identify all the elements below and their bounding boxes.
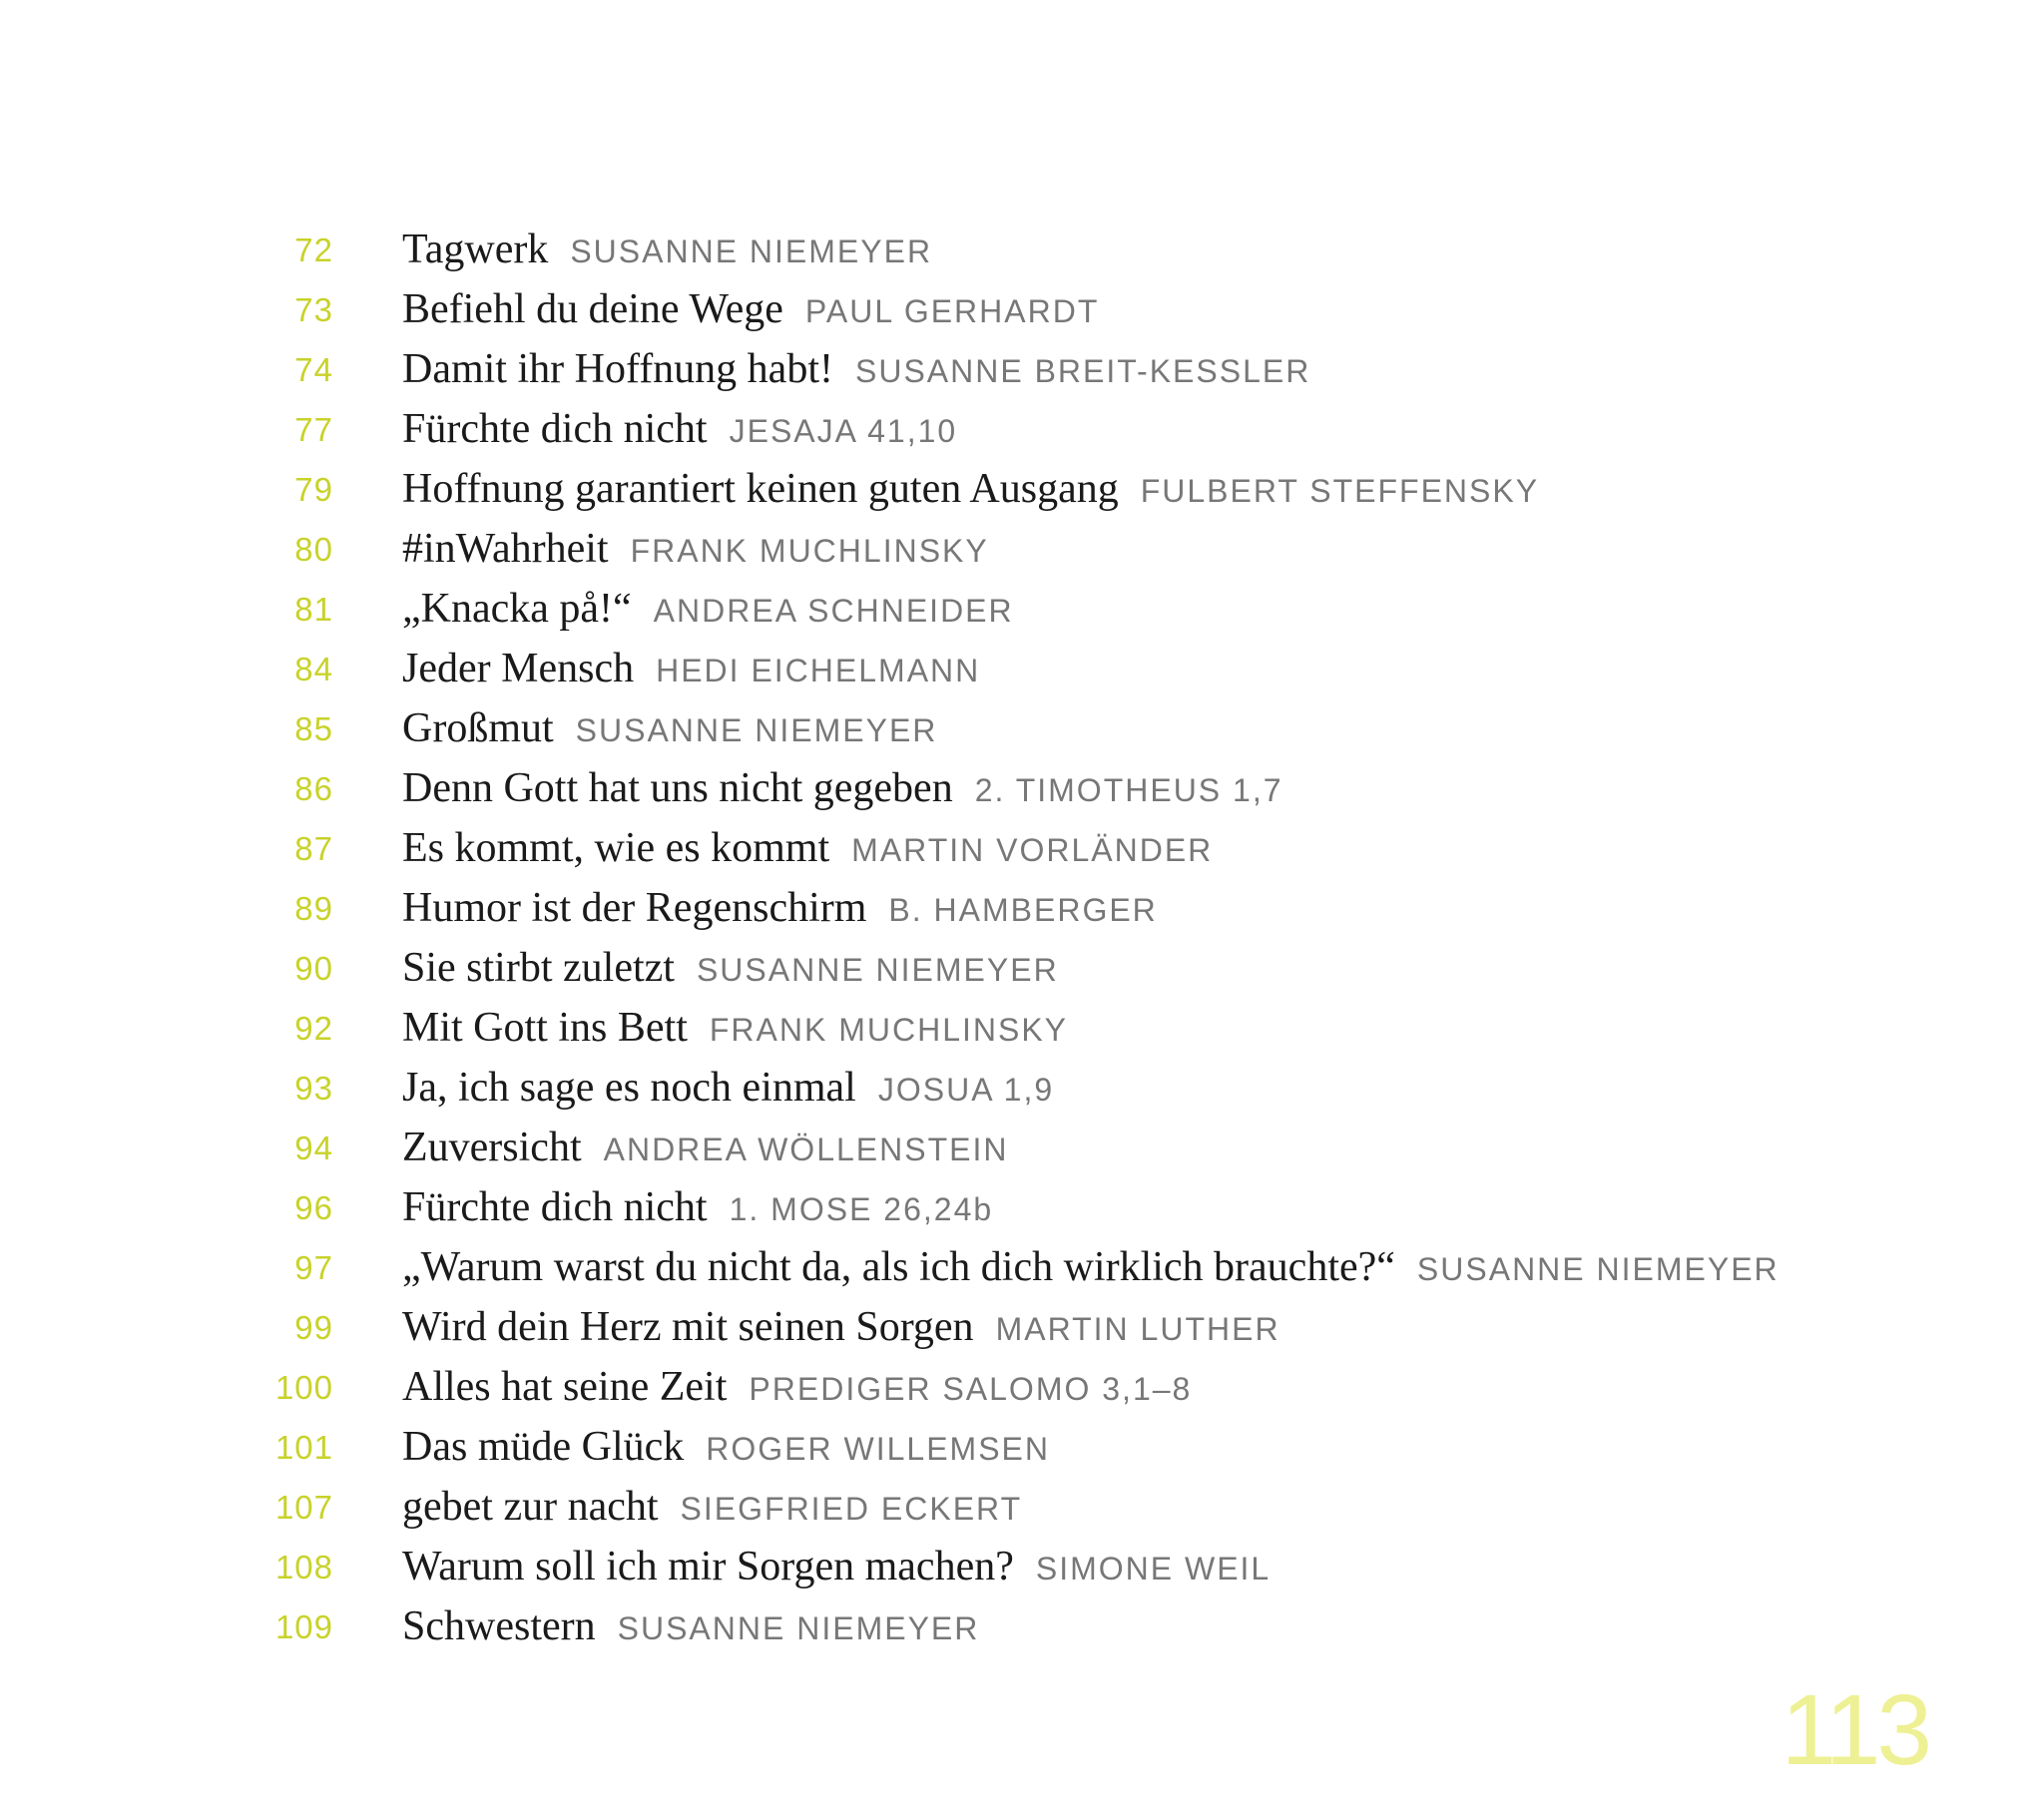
toc-entry: [0, 1118, 2044, 1177]
toc-title: Mit Gott ins Bett: [402, 1005, 688, 1051]
toc-entry: [0, 878, 2044, 938]
toc-entry: [0, 579, 2044, 639]
toc-entry: [0, 519, 2044, 579]
toc-page-number: 81: [294, 591, 333, 628]
toc-author: 2. TIMOTHEUS 1,7: [974, 772, 1283, 808]
toc-page-number: 72: [294, 231, 333, 268]
toc-title: Denn Gott hat uns nicht gegeben: [402, 765, 953, 811]
folio-page-number: 113: [1781, 1674, 1928, 1786]
toc-entry: [0, 998, 2044, 1058]
toc-page-number: 94: [294, 1130, 333, 1166]
toc-title: Tagwerk: [402, 227, 549, 272]
toc-entry: [0, 1058, 2044, 1118]
toc-title: Ja, ich sage es noch einmal: [402, 1065, 856, 1111]
toc-entry: [0, 1417, 2044, 1477]
toc-entry: [0, 639, 2044, 698]
toc-page-number: 92: [294, 1010, 333, 1047]
toc-entry: [0, 279, 2044, 339]
toc-author: SUSANNE NIEMEYER: [570, 233, 933, 269]
toc-entry: [0, 1537, 2044, 1596]
toc-author: JOSUA 1,9: [877, 1072, 1055, 1108]
toc-author: ANDREA WÖLLENSTEIN: [603, 1132, 1009, 1167]
toc-author: FRANK MUCHLINSKY: [630, 533, 989, 569]
toc-title: Großmut: [402, 705, 554, 751]
toc-page-number: 86: [294, 770, 333, 807]
toc-entry: [0, 399, 2044, 459]
toc-author: ANDREA SCHNEIDER: [653, 593, 1014, 629]
toc-author: MARTIN LUTHER: [995, 1311, 1280, 1347]
toc-entry: [0, 339, 2044, 399]
toc-page-number: 96: [294, 1189, 333, 1226]
toc-page-number: 89: [294, 890, 333, 927]
toc-title: Alles hat seine Zeit: [402, 1364, 728, 1410]
toc-author: SUSANNE NIEMEYER: [1416, 1251, 1780, 1287]
toc-page-number: 101: [274, 1429, 333, 1466]
toc-page-number: 93: [294, 1070, 333, 1107]
toc-title: Sie stirbt zuletzt: [402, 945, 675, 991]
toc-title: Fürchte dich nicht: [402, 406, 708, 452]
toc-author: PAUL GERHARDT: [804, 293, 1100, 329]
toc-title: Schwestern: [402, 1603, 596, 1649]
toc-title: „Knacka på!“: [402, 586, 632, 632]
toc-page-number: 85: [294, 710, 333, 747]
toc-title: Humor ist der Regenschirm: [402, 885, 867, 931]
toc-page-number: 73: [294, 291, 333, 328]
toc-author: MARTIN VORLÄNDER: [851, 832, 1214, 868]
toc-title: Wird dein Herz mit seinen Sorgen: [402, 1304, 974, 1350]
toc-entry: [0, 1596, 2044, 1656]
toc-entry: [0, 1177, 2044, 1237]
toc-page-number: 87: [294, 830, 333, 867]
toc-page-number: 80: [294, 531, 333, 568]
toc-page-number: 90: [294, 950, 333, 987]
toc-title: Das müde Glück: [402, 1424, 685, 1470]
toc-author: SIEGFRIED ECKERT: [680, 1491, 1023, 1527]
toc-page-number: 74: [294, 351, 333, 388]
toc-author: 1. MOSE 26,24b: [729, 1191, 994, 1227]
toc-title: „Warum warst du nicht da, als ich dich wirklich brauchte?“: [402, 1244, 1395, 1290]
toc-entry: [0, 1237, 2044, 1297]
toc-title: gebet zur nacht: [402, 1484, 659, 1530]
toc-author: FULBERT STEFFENSKY: [1140, 473, 1540, 509]
toc-page-number: 79: [294, 471, 333, 508]
toc-author: SUSANNE BREIT-KESSLER: [854, 353, 1311, 389]
toc-author: SUSANNE NIEMEYER: [575, 712, 938, 748]
toc-author: SIMONE WEIL: [1035, 1551, 1272, 1587]
toc-author: FRANK MUCHLINSKY: [709, 1012, 1069, 1048]
toc-entry: [0, 220, 2044, 279]
toc-title: Zuversicht: [402, 1125, 582, 1170]
toc-title: Jeder Mensch: [402, 646, 635, 691]
toc-title: #inWahrheit: [402, 526, 609, 572]
toc-title: Warum soll ich mir Sorgen machen?: [402, 1544, 1014, 1589]
toc-entry: [0, 698, 2044, 758]
toc-entry: [0, 758, 2044, 818]
toc-entry: [0, 1477, 2044, 1537]
toc-page-number: 77: [294, 411, 333, 448]
toc-entry: [0, 1297, 2044, 1357]
toc-author: HEDI EICHELMANN: [656, 653, 981, 688]
toc-page-number: 84: [294, 651, 333, 687]
toc-entry: [0, 459, 2044, 519]
toc-entry: [0, 818, 2044, 878]
toc-author: B. HAMBERGER: [888, 892, 1158, 928]
toc-page-number: 100: [274, 1369, 333, 1406]
toc-page-number: 99: [294, 1309, 333, 1346]
toc-author: ROGER WILLEMSEN: [706, 1431, 1050, 1467]
toc-page-number: 107: [274, 1489, 333, 1526]
toc-page-number: 109: [274, 1608, 333, 1645]
table-of-contents: [0, 220, 2044, 1656]
toc-title: Damit ihr Hoffnung habt!: [402, 346, 833, 392]
toc-title: Hoffnung garantiert keinen guten Ausgang: [402, 466, 1119, 512]
toc-title: Fürchte dich nicht: [402, 1184, 708, 1230]
toc-page-number: 108: [274, 1549, 333, 1586]
toc-author: SUSANNE NIEMEYER: [617, 1610, 980, 1646]
toc-author: SUSANNE NIEMEYER: [696, 952, 1059, 988]
toc-title: Es kommt, wie es kommt: [402, 825, 830, 871]
toc-title: Befiehl du deine Wege: [402, 286, 783, 332]
toc-author: JESAJA 41,10: [729, 413, 958, 449]
toc-entry: [0, 938, 2044, 998]
toc-entry: [0, 1357, 2044, 1417]
toc-page-number: 97: [294, 1249, 333, 1286]
toc-author: PREDIGER SALOMO 3,1–8: [749, 1371, 1193, 1407]
